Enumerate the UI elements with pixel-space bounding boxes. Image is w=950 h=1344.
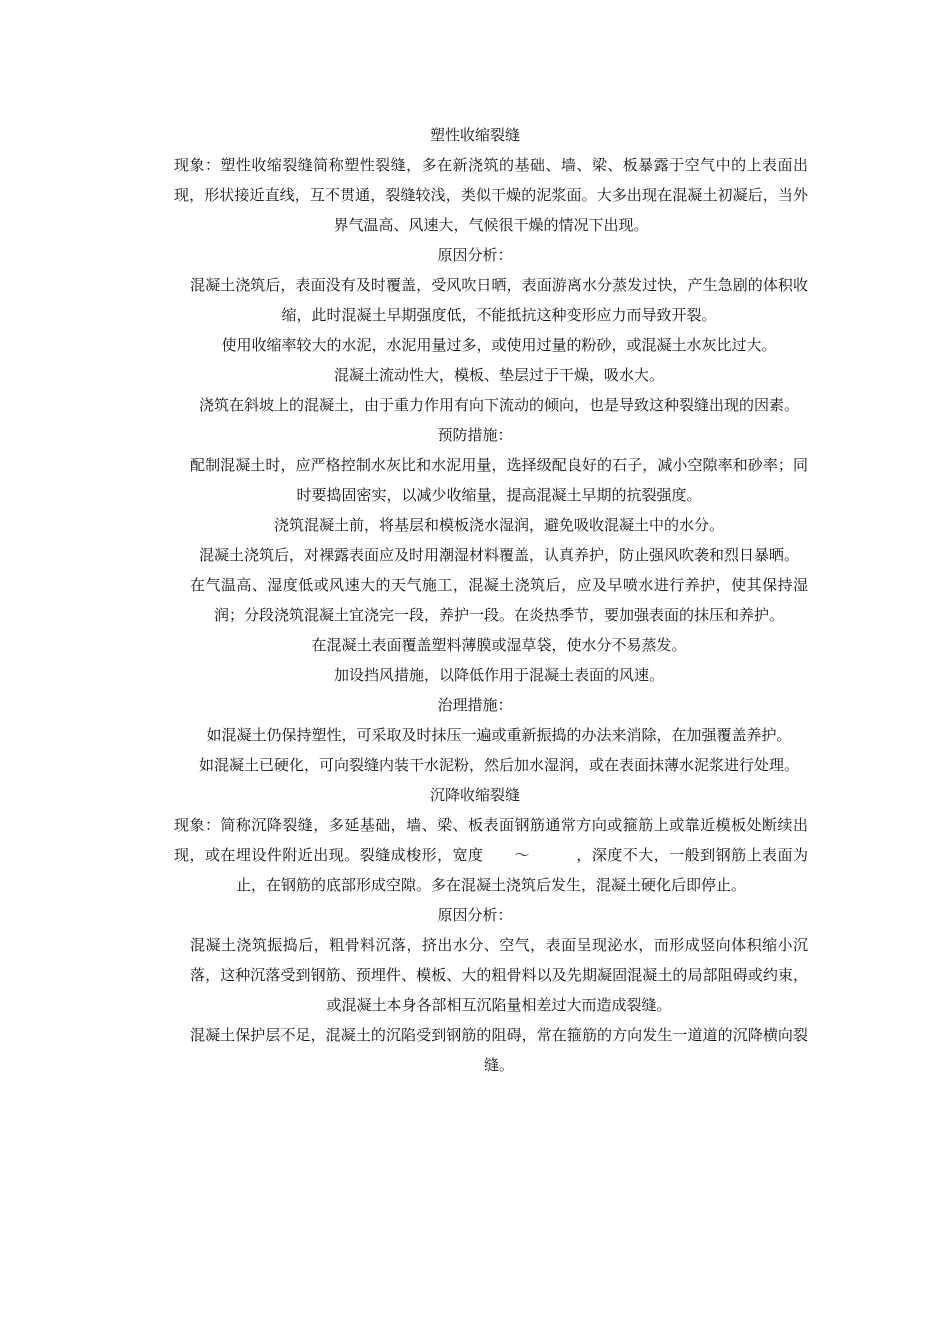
cause-paragraph: 混凝土流动性大，模板、垫层过于干燥，吸水大。: [333, 366, 664, 384]
prevent-heading: 预防措施：: [437, 426, 513, 444]
cause-paragraph: 混凝土浇筑后，表面没有及时覆盖，受风吹日晒，表面游离水分蒸发过快，产生急剧的体积收缩，此时混凝土早期强度低，不能抵抗这种变形应力而导致开裂。: [190, 276, 808, 324]
prevent-paragraph: 配制混凝土时，应严格控制水灰比和水泥用量，选择级配良好的石子，减小空隙率和砂率；同时要捣固密实，以减少收缩量，提高混凝土早期的抗裂强度。: [190, 456, 808, 504]
prevent-paragraph: 在混凝土表面覆盖塑料薄膜或湿草袋，使水分不易蒸发。: [311, 636, 687, 654]
cause-paragraph: 浇筑在斜坡上的混凝土，由于重力作用有向下流动的倾向，也是导致这种裂缝出现的因素。: [198, 396, 799, 414]
prevent-paragraph: 加设挡风措施，以降低作用于混凝土表面的风速。: [333, 666, 664, 684]
phenomenon-paragraph: 现象：塑性收缩裂缝简称塑性裂缝，多在新浇筑的基础、墙、梁、板暴露于空气中的上表面出现，形状接近直线，互不贯通，裂缝较浅，类似干燥的泥浆面。大多出现在混凝土初凝后，当外界气温高、风速大，气候很干燥的情况下出现。: [174, 156, 808, 234]
treat-heading: 治理措施：: [437, 696, 513, 714]
cause-paragraph: 混凝土保护层不足，混凝土的沉陷受到钢筋的阻碍，常在箍筋的方向发生一道道的沉降横向裂缝。: [190, 1026, 808, 1074]
cause-heading: 原因分析：: [437, 906, 513, 924]
cause-paragraph: 使用收缩率较大的水泥，水泥用量过多，或使用过量的粉砂，或混凝土水灰比过大。: [221, 336, 777, 354]
phenomenon-paragraph: 现象：简称沉降裂缝，多延基础，墙、梁、板表面钢筋通常方向或箍筋上或靠近模板处断续出现，或在埋设件附近出现。裂缝成梭形，宽度 ～ ，深度不大，一般到钢筋上表面为止，在钢筋的底部形成空隙。多在混凝土浇筑后发生，混凝土硬化后即停止。: [174, 816, 808, 894]
section-title: 沉降收缩裂缝: [429, 786, 520, 804]
cause-paragraph: 混凝土浇筑振捣后，粗骨料沉落，挤出水分、空气，表面呈现泌水，而形成竖向体积缩小沉落，这种沉落受到钢筋、预埋件、模板、大的粗骨料以及先期凝固混凝土的局部阻碍或约束，或混凝土本身各部相互沉陷量相差过大而造成裂缝。: [190, 936, 808, 1014]
prevent-paragraph: 浇筑混凝土前，将基层和模板浇水湿润，避免吸收混凝土中的水分。: [273, 516, 724, 534]
section-title: 塑性收缩裂缝: [429, 126, 520, 144]
treat-paragraph: 如混凝土仍保持塑性，可采取及时抹压一遍或重新振捣的办法来消除，在加强覆盖养护。: [206, 726, 792, 744]
prevent-paragraph: 在气温高、湿度低或风速大的天气施工，混凝土浇筑后，应及早喷水进行养护，使其保持湿润；分段浇筑混凝土宜浇完一段，养护一段。在炎热季节，要加强表面的抹压和养护。: [190, 576, 808, 624]
prevent-paragraph: 混凝土浇筑后，对裸露表面应及时用潮湿材料覆盖，认真养护，防止强风吹袭和烈日暴晒。: [198, 546, 799, 564]
cause-heading: 原因分析：: [437, 246, 513, 264]
treat-paragraph: 如混凝土已硬化，可向裂缝内装干水泥粉，然后加水湿润，或在表面抹薄水泥浆进行处理。: [198, 756, 799, 774]
